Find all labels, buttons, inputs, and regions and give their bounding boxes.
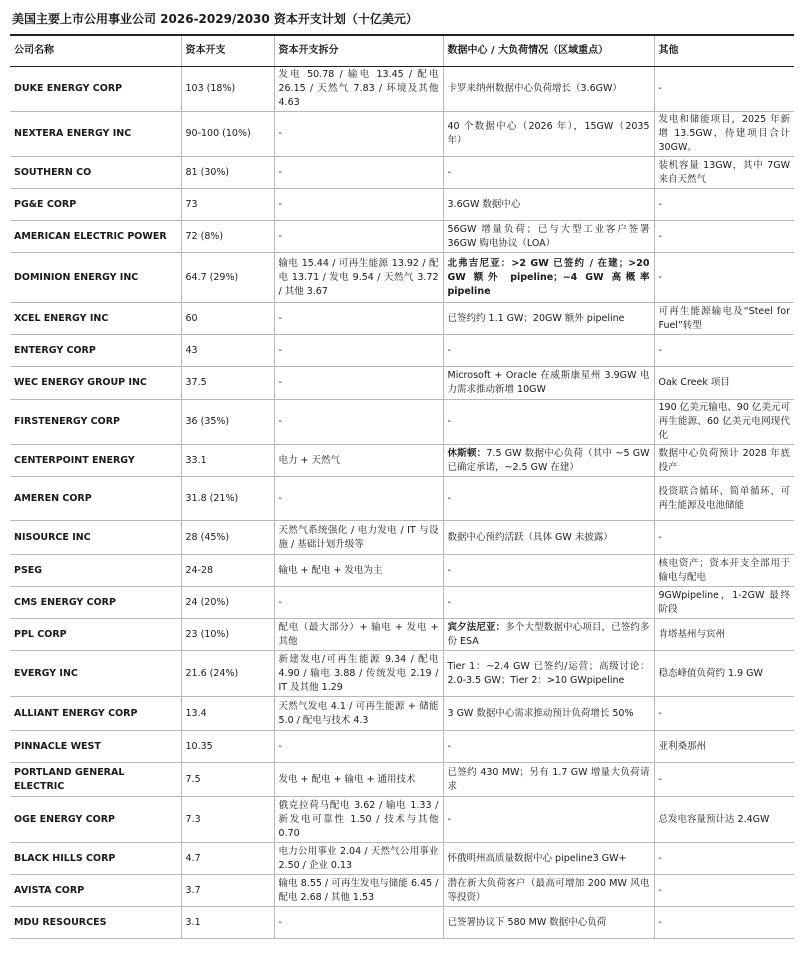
other-info: - bbox=[654, 221, 794, 253]
table-row bbox=[10, 843, 794, 875]
region-highlight: 宾夕法尼亚： bbox=[447, 621, 506, 633]
capex-value: 90-100 (10%) bbox=[181, 112, 274, 157]
company-name: PORTLAND GENERAL ELECTRIC bbox=[10, 763, 181, 797]
capex-value: 72 (8%) bbox=[181, 221, 274, 253]
other-info: 9GWpipeline，1-2GW 最终阶段 bbox=[654, 587, 794, 619]
table-row bbox=[10, 189, 794, 221]
table-row bbox=[10, 907, 794, 939]
datacenter-text: 潜在新大负荷客户（最高可增加 200 MW 风电等投资） bbox=[447, 877, 650, 903]
datacenter-text: 怀俄明州高质量数据中心 pipeline3 GW+ bbox=[447, 852, 627, 864]
capex-split: - bbox=[274, 157, 443, 189]
other-info: 190 亿美元输电、90 亿美元可再生能源、60 亿美元电网现代化 bbox=[654, 400, 794, 445]
capex-split: 发电 + 配电 + 输电 + 通用技术 bbox=[274, 763, 443, 797]
datacenter-info bbox=[443, 797, 654, 843]
capex-split: - bbox=[274, 335, 443, 367]
table-row bbox=[10, 587, 794, 619]
datacenter-info bbox=[443, 843, 654, 875]
table-row bbox=[10, 619, 794, 651]
table-row bbox=[10, 253, 794, 303]
company-name: PSEG bbox=[10, 555, 181, 587]
datacenter-text: 7.5 GW 数据中心负荷（其中 ~5 GW 已确定承诺，~2.5 GW 在建） bbox=[447, 447, 650, 473]
company-name: AMERICAN ELECTRIC POWER bbox=[10, 221, 181, 253]
capex-split: - bbox=[274, 189, 443, 221]
datacenter-info bbox=[443, 445, 654, 477]
company-name: SOUTHERN CO bbox=[10, 157, 181, 189]
company-name: NEXTERA ENERGY INC bbox=[10, 112, 181, 157]
table-row bbox=[10, 763, 794, 797]
datacenter-info bbox=[443, 521, 654, 555]
capex-split: 输电 15.44 / 可再生能源 13.92 / 配电 13.71 / 发电 9.54 / 天然气 3.72 / 其他 3.67 bbox=[274, 253, 443, 303]
other-info: - bbox=[654, 697, 794, 731]
capex-split: 天然气系统强化 / 电力发电 / IT 与设施 / 基础计划升级等 bbox=[274, 521, 443, 555]
capex-value: 31.8 (21%) bbox=[181, 477, 274, 521]
capex-value: 24 (20%) bbox=[181, 587, 274, 619]
datacenter-text: - bbox=[447, 596, 451, 608]
capex-value: 33.1 bbox=[181, 445, 274, 477]
table-row bbox=[10, 400, 794, 445]
capex-value: 4.7 bbox=[181, 843, 274, 875]
region-highlight: 北弗吉尼亚：>2 GW 已签约 / 在建；>20 GW 额外 pipeline；~4 GW 高概率 pipeline bbox=[447, 257, 650, 297]
capex-value: 28 (45%) bbox=[181, 521, 274, 555]
capex-value: 73 bbox=[181, 189, 274, 221]
company-name: ALLIANT ENERGY CORP bbox=[10, 697, 181, 731]
datacenter-text: - bbox=[447, 166, 451, 178]
company-name: PPL CORP bbox=[10, 619, 181, 651]
other-info: 肯塔基州与宾州 bbox=[654, 619, 794, 651]
other-info: 可再生能源输电及“Steel for Fuel”转型 bbox=[654, 303, 794, 335]
capex-value: 43 bbox=[181, 335, 274, 367]
capex-split: - bbox=[274, 221, 443, 253]
datacenter-text: - bbox=[447, 416, 451, 427]
company-name: OGE ENERGY CORP bbox=[10, 797, 181, 843]
datacenter-info bbox=[443, 907, 654, 939]
other-info: 装机容量 13GW，其中 7GW 来自天然气 bbox=[654, 157, 794, 189]
other-info: - bbox=[654, 253, 794, 303]
datacenter-text: - bbox=[447, 492, 451, 504]
company-name: PINNACLE WEST bbox=[10, 731, 181, 763]
page-title: 美国主要上市公用事业公司 2026-2029/2030 资本开支计划（十亿美元） bbox=[12, 12, 418, 26]
capex-split: - bbox=[274, 112, 443, 157]
capex-value: 36 (35%) bbox=[181, 400, 274, 445]
capex-value: 3.7 bbox=[181, 875, 274, 907]
datacenter-info bbox=[443, 400, 654, 445]
capex-value: 10.35 bbox=[181, 731, 274, 763]
datacenter-info bbox=[443, 731, 654, 763]
capex-value: 13.4 bbox=[181, 697, 274, 731]
datacenter-text: 已签署协议下 580 MW 数据中心负荷 bbox=[447, 916, 607, 928]
datacenter-info bbox=[443, 253, 654, 303]
datacenter-text: 3.6GW 数据中心 bbox=[447, 198, 521, 210]
table-row bbox=[10, 521, 794, 555]
capex-split: 电力 + 天然气 bbox=[274, 445, 443, 477]
region-highlight: 休斯顿： bbox=[447, 447, 487, 459]
capex-split: - bbox=[274, 303, 443, 335]
company-name: AVISTA CORP bbox=[10, 875, 181, 907]
capex-table bbox=[10, 34, 794, 939]
company-name: CMS ENERGY CORP bbox=[10, 587, 181, 619]
table-row bbox=[10, 445, 794, 477]
capex-value: 7.5 bbox=[181, 763, 274, 797]
datacenter-info bbox=[443, 67, 654, 112]
capex-value: 23 (10%) bbox=[181, 619, 274, 651]
header-row bbox=[10, 35, 794, 67]
datacenter-text: 3 GW 数据中心需求推动预计负荷增长 50% bbox=[447, 707, 634, 719]
capex-value: 103 (18%) bbox=[181, 67, 274, 112]
capex-split: 输电 8.55 / 可再生发电与储能 6.45 / 配电 2.68 / 其他 1.53 bbox=[274, 875, 443, 907]
datacenter-text: - bbox=[447, 740, 451, 752]
capex-split: - bbox=[274, 587, 443, 619]
table-row bbox=[10, 303, 794, 335]
header-company: 公司名称 bbox=[10, 35, 181, 67]
capex-value: 21.6 (24%) bbox=[181, 651, 274, 697]
capex-split: - bbox=[274, 731, 443, 763]
datacenter-text: Microsoft + Oracle 在威斯康星州 3.9GW 电力需求推动新增 10GW bbox=[447, 370, 650, 395]
datacenter-text: 多个大型数据中心项目，已签约多份 ESA bbox=[447, 621, 650, 647]
datacenter-info bbox=[443, 221, 654, 253]
datacenter-info bbox=[443, 763, 654, 797]
datacenter-text: 已签约 430 MW；另有 1.7 GW 增量大负荷请求 bbox=[447, 766, 650, 792]
other-info: 投资联合循环、简单循环、可再生能源及电池储能 bbox=[654, 477, 794, 521]
other-info: 亚利桑那州 bbox=[654, 731, 794, 763]
capex-split: - bbox=[274, 477, 443, 521]
table-row bbox=[10, 651, 794, 697]
capex-split: 新建发电/可再生能源 9.34 / 配电 4.90 / 输电 3.88 / 传统发电 2.19 / IT 及其他 1.29 bbox=[274, 651, 443, 697]
table-row bbox=[10, 875, 794, 907]
company-name: CENTERPOINT ENERGY bbox=[10, 445, 181, 477]
capex-split: 电力公用事业 2.04 / 天然气公用事业 2.50 / 企业 0.13 bbox=[274, 843, 443, 875]
datacenter-info bbox=[443, 367, 654, 400]
datacenter-text: 卡罗来纳州数据中心负荷增长（3.6GW） bbox=[447, 83, 622, 94]
datacenter-text: - bbox=[447, 564, 451, 576]
datacenter-info bbox=[443, 112, 654, 157]
table-row bbox=[10, 367, 794, 400]
datacenter-text: - bbox=[447, 344, 451, 356]
table-row bbox=[10, 555, 794, 587]
capex-value: 3.1 bbox=[181, 907, 274, 939]
other-info: - bbox=[654, 907, 794, 939]
other-info: 总发电容量预计达 2.4GW bbox=[654, 797, 794, 843]
header-datacenter: 数据中心 / 大负荷情况（区域重点） bbox=[443, 35, 654, 67]
other-info: - bbox=[654, 843, 794, 875]
company-name: ENTERGY CORP bbox=[10, 335, 181, 367]
company-name: DOMINION ENERGY INC bbox=[10, 253, 181, 303]
other-info: - bbox=[654, 763, 794, 797]
capex-value: 7.3 bbox=[181, 797, 274, 843]
company-name: FIRSTENERGY CORP bbox=[10, 400, 181, 445]
capex-split: 天然气发电 4.1 / 可再生能源 + 储能 5.0 / 配电与技术 4.3 bbox=[274, 697, 443, 731]
company-name: XCEL ENERGY INC bbox=[10, 303, 181, 335]
table-row bbox=[10, 112, 794, 157]
other-info: - bbox=[654, 189, 794, 221]
datacenter-info bbox=[443, 587, 654, 619]
datacenter-info bbox=[443, 157, 654, 189]
capex-value: 24-28 bbox=[181, 555, 274, 587]
capex-value: 37.5 bbox=[181, 367, 274, 400]
company-name: DUKE ENERGY CORP bbox=[10, 67, 181, 112]
company-name: NISOURCE INC bbox=[10, 521, 181, 555]
datacenter-text: 56GW 增量负荷；已与大型工业客户签署 36GW 购电协议（LOA） bbox=[447, 223, 650, 249]
other-info: - bbox=[654, 875, 794, 907]
other-info: Oak Creek 项目 bbox=[654, 367, 794, 400]
company-name: WEC ENERGY GROUP INC bbox=[10, 367, 181, 400]
datacenter-info bbox=[443, 697, 654, 731]
capex-value: 64.7 (29%) bbox=[181, 253, 274, 303]
datacenter-info bbox=[443, 555, 654, 587]
datacenter-info bbox=[443, 189, 654, 221]
table-row bbox=[10, 797, 794, 843]
datacenter-info bbox=[443, 477, 654, 521]
other-info: 核电资产；资本开支全部用于输电与配电 bbox=[654, 555, 794, 587]
capex-split: - bbox=[274, 367, 443, 400]
company-name: AMEREN CORP bbox=[10, 477, 181, 521]
company-name: PG&E CORP bbox=[10, 189, 181, 221]
datacenter-info bbox=[443, 335, 654, 367]
capex-split: - bbox=[274, 400, 443, 445]
capex-split: 发电 50.78 / 输电 13.45 / 配电 26.15 / 天然气 7.83 / 环境及其他 4.63 bbox=[274, 67, 443, 112]
table-row bbox=[10, 697, 794, 731]
header-split: 资本开支拆分 bbox=[274, 35, 443, 67]
table-row bbox=[10, 67, 794, 112]
other-info: - bbox=[654, 335, 794, 367]
other-info: 数据中心负荷预计 2028 年底投产 bbox=[654, 445, 794, 477]
table-row bbox=[10, 157, 794, 189]
datacenter-text: 40 个数据中心（2026 年），15GW（2035 年） bbox=[447, 121, 650, 146]
company-name: EVERGY INC bbox=[10, 651, 181, 697]
company-name: BLACK HILLS CORP bbox=[10, 843, 181, 875]
capex-split: - bbox=[274, 907, 443, 939]
datacenter-info bbox=[443, 875, 654, 907]
capex-split: 俄克拉荷马配电 3.62 / 输电 1.33 / 新发电可靠性 1.50 / 技术与其他 0.70 bbox=[274, 797, 443, 843]
datacenter-info bbox=[443, 303, 654, 335]
other-info: - bbox=[654, 67, 794, 112]
datacenter-info bbox=[443, 619, 654, 651]
datacenter-text: Tier 1：~2.4 GW 已签约/运营；高级讨论：2.0-3.5 GW；Tier 2：>10 GWpipeline bbox=[447, 660, 650, 686]
datacenter-text: 数据中心预约活跃（具体 GW 未披露） bbox=[447, 531, 613, 543]
capex-value: 60 bbox=[181, 303, 274, 335]
capex-split: 配电（最大部分）+ 输电 + 发电 + 其他 bbox=[274, 619, 443, 651]
table-row bbox=[10, 221, 794, 253]
other-info: 发电和储能项目，2025 年新增 13.5GW，待建项目合计 30GW。 bbox=[654, 112, 794, 157]
table-row bbox=[10, 335, 794, 367]
capex-split: 输电 + 配电 + 发电为主 bbox=[274, 555, 443, 587]
company-name: MDU RESOURCES bbox=[10, 907, 181, 939]
capex-value: 81 (30%) bbox=[181, 157, 274, 189]
header-capex: 资本开支 bbox=[181, 35, 274, 67]
datacenter-text: - bbox=[447, 813, 451, 825]
table-row bbox=[10, 731, 794, 763]
table-row bbox=[10, 477, 794, 521]
other-info: - bbox=[654, 521, 794, 555]
datacenter-info bbox=[443, 651, 654, 697]
other-info: 稳态峰值负荷约 1.9 GW bbox=[654, 651, 794, 697]
datacenter-text: 已签约约 1.1 GW；20GW 额外 pipeline bbox=[447, 312, 625, 324]
header-other: 其他 bbox=[654, 35, 794, 67]
